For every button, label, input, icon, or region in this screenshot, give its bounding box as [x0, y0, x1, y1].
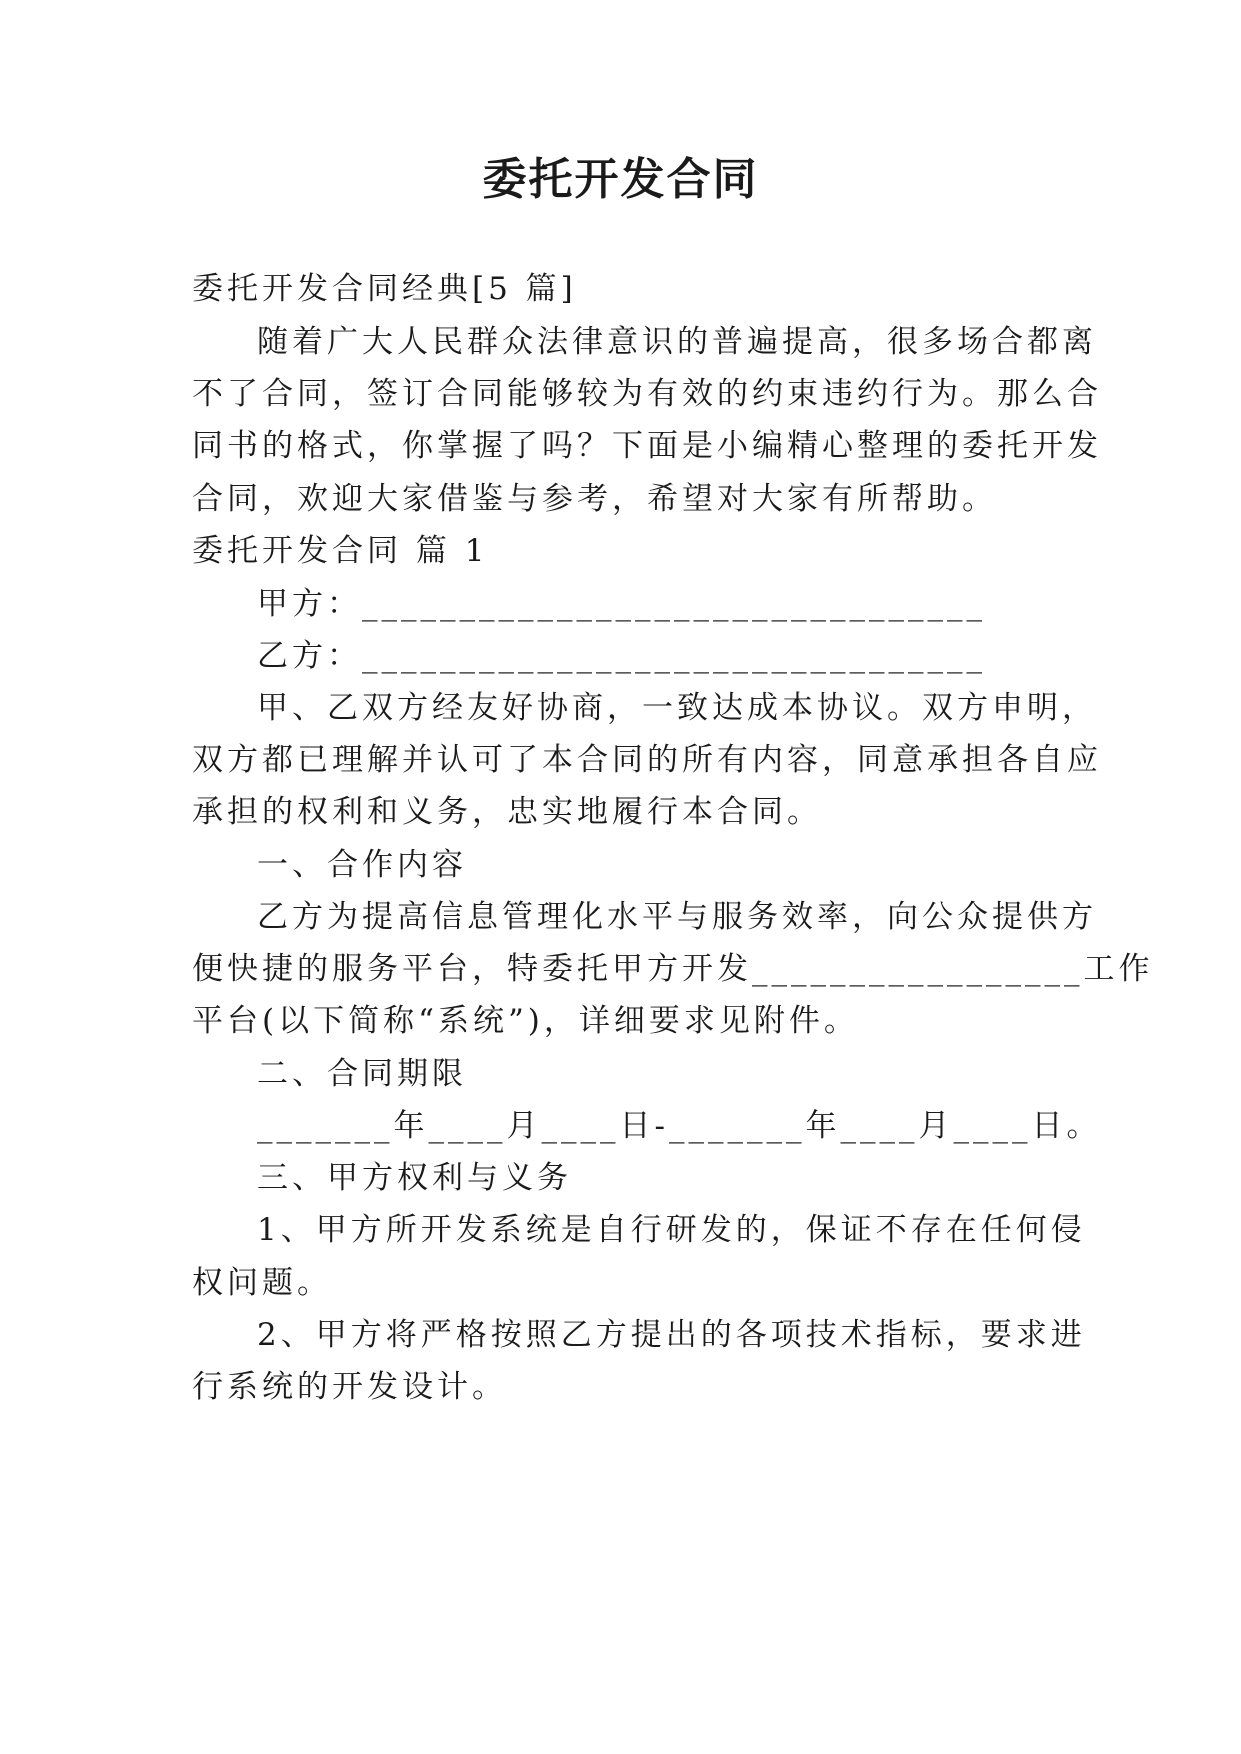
- paragraph-line: 便快捷的服务平台，特委托甲方开发_________________工作: [192, 951, 1154, 987]
- section-heading: 委托开发合同 篇 1: [192, 533, 489, 569]
- paragraph-line: 不了合同，签订合同能够较为有效的约束违约行为。那么合: [192, 376, 1102, 412]
- party-b-field: 乙方：________________________________: [257, 638, 986, 674]
- paragraph-line: 双方都已理解并认可了本合同的所有内容，同意承担各自应: [192, 742, 1102, 778]
- paragraph-line: 合同，欢迎大家借鉴与参考，希望对大家有所帮助。: [192, 481, 997, 517]
- clause-heading: 一、合作内容: [257, 847, 467, 883]
- document-title: 委托开发合同: [482, 154, 759, 205]
- clause-heading: 二、合同期限: [257, 1056, 467, 1092]
- clause-heading: 三、甲方权利与义务: [257, 1160, 572, 1196]
- paragraph-line: 随着广大人民群众法律意识的普遍提高，很多场合都离: [257, 324, 1097, 360]
- paragraph-line: 行系统的开发设计。: [192, 1369, 507, 1405]
- party-a-field: 甲方：________________________________: [257, 586, 986, 622]
- subtitle-line: 委托开发合同经典[5 篇]: [192, 271, 577, 307]
- paragraph-line: 1、甲方所开发系统是自行研发的，保证不存在任何侵: [257, 1212, 1086, 1248]
- paragraph-line: 权问题。: [192, 1265, 332, 1301]
- paragraph-line: 平台(以下简称“系统”)，详细要求见附件。: [192, 1003, 859, 1039]
- paragraph-line: 承担的权利和义务，忠实地履行本合同。: [192, 794, 822, 830]
- paragraph-line: 乙方为提高信息管理化水平与服务效率，向公众提供方: [257, 899, 1097, 935]
- paragraph-line: 甲、乙双方经友好协商，一致达成本协议。双方申明，: [257, 690, 1097, 726]
- date-range-line: _______年____月____日-_______年____月____日。: [257, 1108, 1102, 1144]
- paragraph-line: 2、甲方将严格按照乙方提出的各项技术指标，要求进: [257, 1317, 1086, 1353]
- paragraph-line: 同书的格式，你掌握了吗？下面是小编精心整理的委托开发: [192, 428, 1102, 464]
